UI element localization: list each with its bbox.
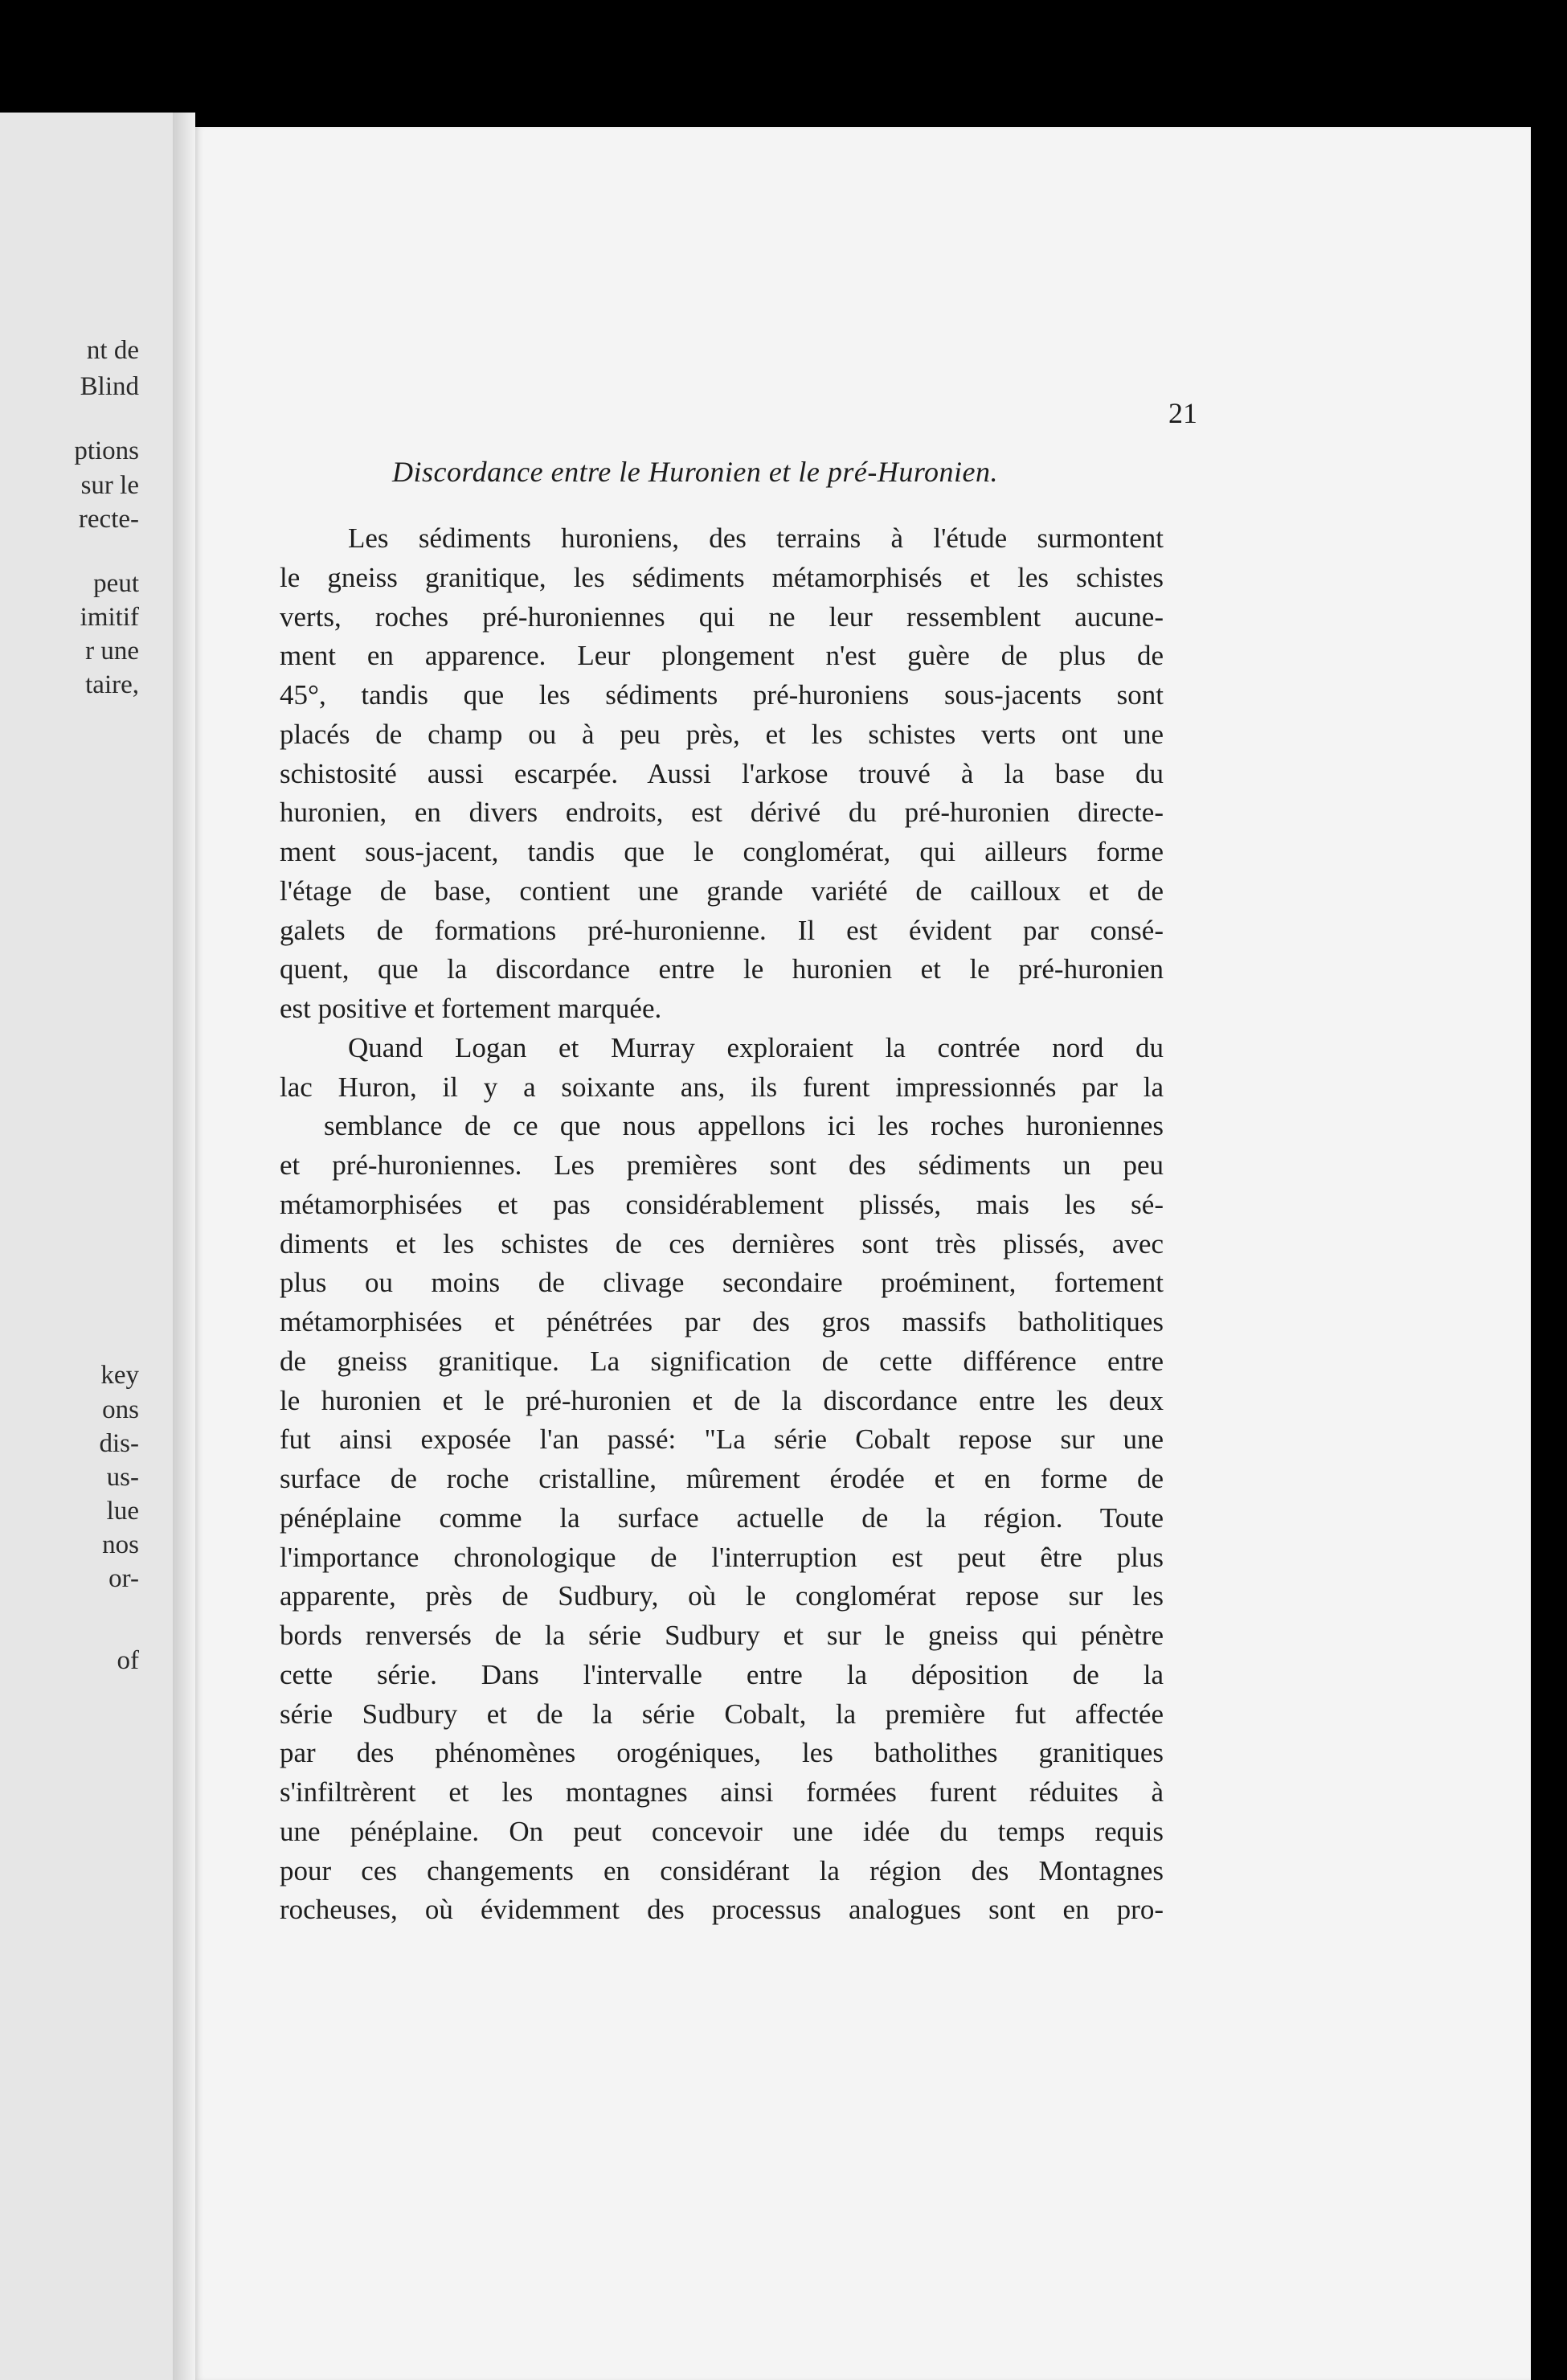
text-line: fut ainsi exposée l'an passé: "La série Cobalt repose sur une <box>280 1423 1164 1456</box>
text-line: l'étage de base, contient une grande variété de cailloux et de <box>280 875 1164 907</box>
text-line: métamorphisées et pas considérablement plissés, mais les sé- <box>280 1188 1164 1220</box>
text-line: ment en apparence. Leur plongement n'est guère de plus de <box>280 640 1164 672</box>
scan-border <box>1531 127 1567 2380</box>
facing-page-fragment: taire, <box>85 670 139 699</box>
text-line: le huronien et le pré-huronien et de la discordance entre les deux <box>280 1384 1164 1416</box>
text-line: quent, que la discordance entre le huronien et le pré-huronien <box>280 953 1164 985</box>
text-line: pénéplaine comme la surface actuelle de la région. Toute <box>280 1501 1164 1534</box>
text-line: par des phénomènes orogéniques, les batholithes granitiques <box>280 1737 1164 1769</box>
text-line: pour ces changements en considérant la région des Montagnes <box>280 1854 1164 1886</box>
text-line: et pré-huroniennes. Les premières sont des sédiments un peu <box>280 1149 1164 1181</box>
text-line: huronien, en divers endroits, est dérivé du pré-huronien directe- <box>280 797 1164 829</box>
text-line: est positive et fortement marquée. <box>280 993 662 1024</box>
text-line: semblance de ce que nous appellons ici les roches huroniennes <box>324 1110 1164 1142</box>
facing-page-fragment: us- <box>106 1463 139 1492</box>
facing-page-fragment: nt de <box>86 336 139 365</box>
facing-page-fragment: Blind <box>80 372 139 401</box>
facing-page-fragment: of <box>117 1646 139 1675</box>
facing-page-fragment: lue <box>106 1497 139 1526</box>
text-line: Quand Logan et Murray exploraient la contrée nord du <box>348 1031 1164 1063</box>
facing-page-fragment: key <box>100 1361 139 1390</box>
body-text <box>280 519 1164 1930</box>
section-heading: Discordance entre le Huronien et le pré-Huronien. <box>392 456 998 488</box>
text-line: galets de formations pré-huronienne. Il est évident par consé- <box>280 914 1164 946</box>
text-line: placés de champ ou à peu près, et les schistes verts ont une <box>280 718 1164 750</box>
text-line: rocheuses, où évidemment des processus analogues sont en pro- <box>280 1894 1164 1926</box>
facing-page-fragment: nos <box>102 1530 139 1559</box>
text-line: diments et les schistes de ces dernières sont très plissés, avec <box>280 1227 1164 1260</box>
text-line: le gneiss granitique, les sédiments métamorphisés et les schistes <box>280 561 1164 593</box>
page-number: 21 <box>1168 397 1197 429</box>
text-line: s'infiltrèrent et les montagnes ainsi formées furent réduites à <box>280 1776 1164 1808</box>
facing-page <box>0 113 173 2380</box>
facing-page-fragment: recte- <box>78 505 139 534</box>
text-line: verts, roches pré-huroniennes qui ne leur ressemblent aucune- <box>280 600 1164 633</box>
facing-page-fragment: ons <box>102 1395 139 1424</box>
facing-page-fragment: r une <box>85 637 139 666</box>
facing-page-fragment: ptions <box>74 436 139 465</box>
text-line: schistosité aussi escarpée. Aussi l'arkose trouvé à la base du <box>280 757 1164 789</box>
text-line: l'importance chronologique de l'interruption est peut être plus <box>280 1541 1164 1573</box>
document-page <box>195 127 1531 2380</box>
text-line: une pénéplaine. On peut concevoir une idée du temps requis <box>280 1815 1164 1847</box>
text-line: 45°, tandis que les sédiments pré-huroniens sous-jacents sont <box>280 679 1164 711</box>
text-line: série Sudbury et de la série Cobalt, la première fut affectée <box>280 1698 1164 1730</box>
text-line: cette série. Dans l'intervalle entre la déposition de la <box>280 1658 1164 1690</box>
text-line: de gneiss granitique. La signification de cette différence entre <box>280 1345 1164 1377</box>
text-line: lac Huron, il y a soixante ans, ils furent impressionnés par la <box>280 1071 1164 1103</box>
text-line: apparente, près de Sudbury, où le conglomérat repose sur les <box>280 1580 1164 1612</box>
facing-page-fragment: sur le <box>80 471 139 500</box>
text-line: Les sédiments huroniens, des terrains à l'étude surmontent <box>348 522 1164 554</box>
facing-page-fragment: or- <box>108 1564 139 1593</box>
text-line: bords renversés de la série Sudbury et sur le gneiss qui pénètre <box>280 1620 1164 1651</box>
page-gutter <box>173 113 195 2380</box>
facing-page-fragment: dis- <box>99 1429 139 1458</box>
facing-page-fragment: peut <box>93 569 139 598</box>
text-line: plus ou moins de clivage secondaire proéminent, fortement <box>280 1267 1164 1299</box>
text-line: surface de roche cristalline, mûrement érodée et en forme de <box>280 1463 1164 1494</box>
text-line: ment sous-jacent, tandis que le conglomérat, qui ailleurs forme <box>280 836 1164 867</box>
text-line: métamorphisées et pénétrées par des gros massifs batholitiques <box>280 1306 1164 1337</box>
facing-page-fragment: imitif <box>80 603 139 632</box>
